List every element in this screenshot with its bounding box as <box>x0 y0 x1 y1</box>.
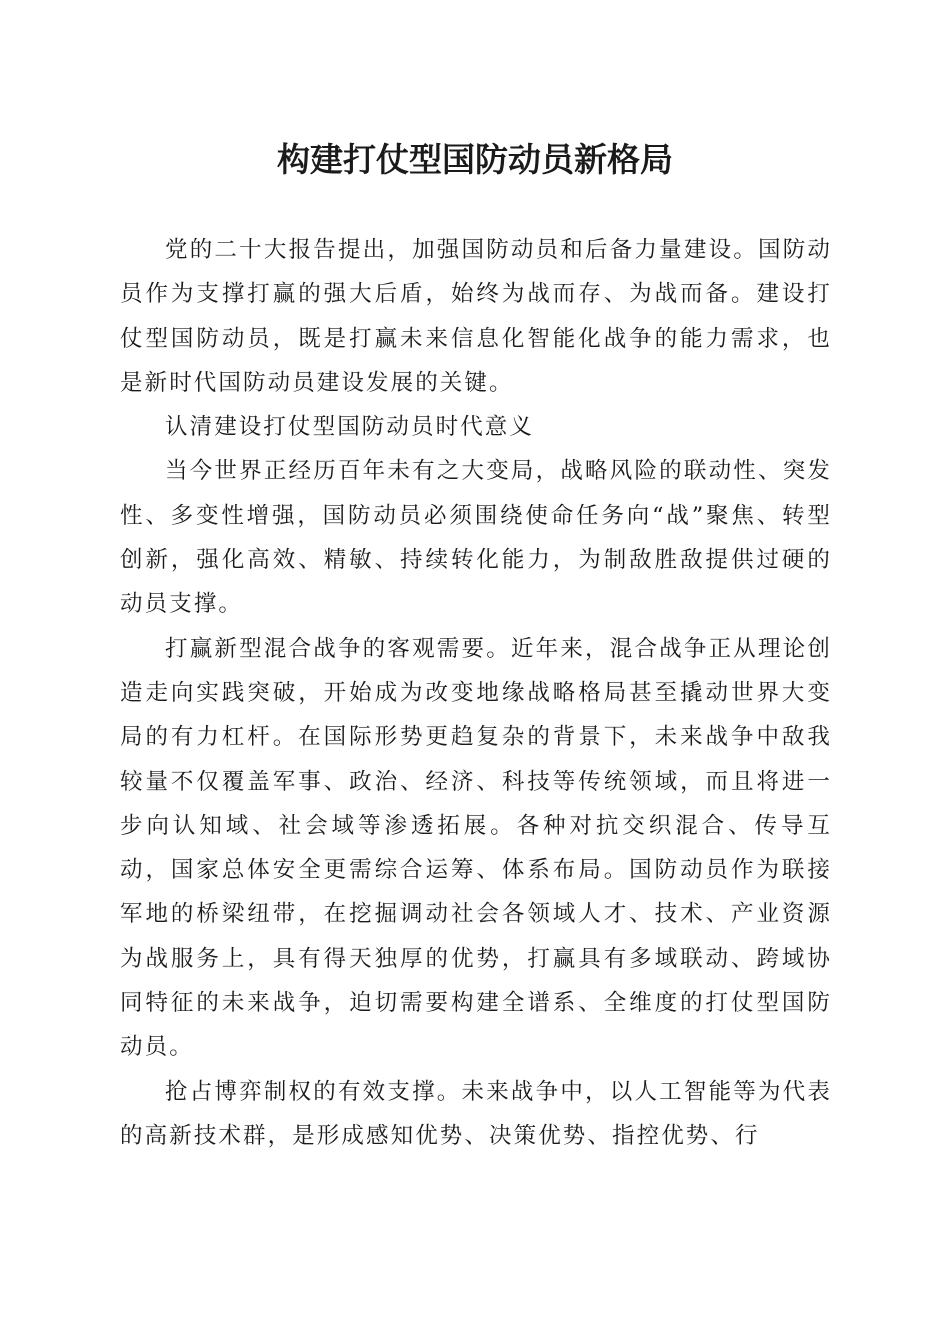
paragraph-context: 当今世界正经历百年未有之大变局，战略风险的联动性、突发性、多变性增强，国防动员必须围绕使命任务向“战”聚焦、转型创新，强化高效、精敏、持续转化能力，为制敌胜敌提供过硬的动员支撑。 <box>120 458 832 618</box>
document-title: 构建打仗型国防动员新格局 <box>277 140 673 179</box>
document-body <box>120 228 832 1158</box>
paragraph-intro: 党的二十大报告提出，加强国防动员和后备力量建设。国防动员作为支撑打赢的强大后盾，始终为战而存、为战而备。建设打仗型国防动员，既是打赢未来信息化智能化战争的能力需求，也是新时代国防动员建设发展的关键。 <box>120 237 832 396</box>
section-heading: 认清建设打仗型国防动员时代意义 <box>165 414 535 441</box>
paragraph-hybrid-war: 打赢新型混合战争的客观需要。近年来，混合战争正从理论创造走向实践突破，开始成为改变地缘战略格局甚至撬动世界大变局的有力杠杆。在国际形势更趋复杂的背景下，未来战争中敌我较量不仅覆盖军事、政治、经济、科技等传统领域，而且将进一步向认知域、社会域等渗透拓展。各种对抗交织混合、传导互动，国家总体安全更需综合运筹、体系布局。国防动员作为联接军地的桥梁纽带，在挖掘调动社会各领域人才、技术、产业资源为战服务上，具有得天独厚的优势，打赢具有多域联动、跨域协同特征的未来战争，迫切需要构建全谱系、全维度的打仗型国防动员。 <box>120 635 832 1061</box>
paragraph-game-control: 抢占博弈制权的有效支撑。未来战争中，以人工智能等为代表的高新技术群，是形成感知优势、决策优势、指控优势、行 <box>120 1078 832 1149</box>
